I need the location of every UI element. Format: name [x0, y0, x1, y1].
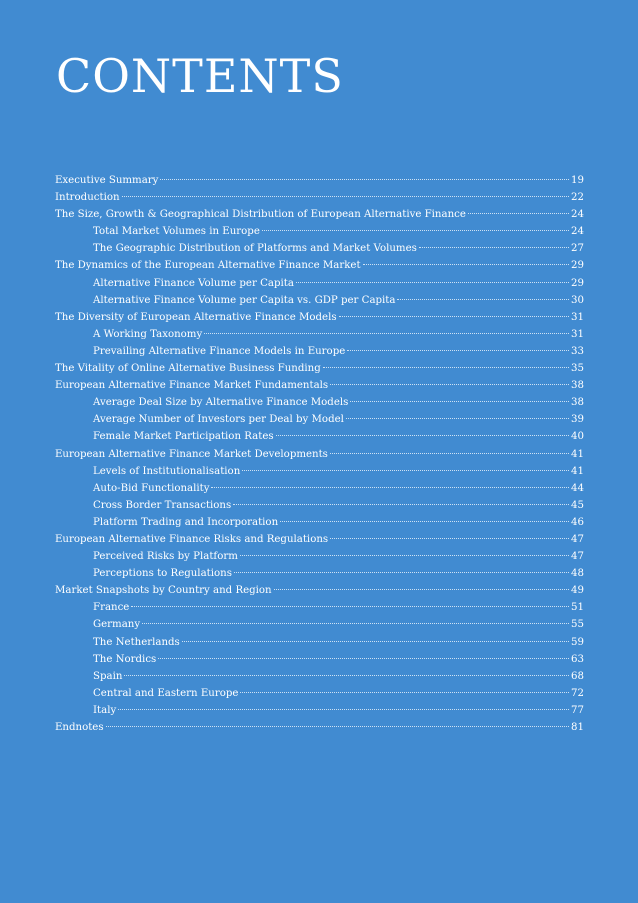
toc-page-number: 27 [571, 243, 584, 255]
toc-page-number: 29 [571, 260, 584, 272]
toc-entry-label: Executive Summary [55, 175, 159, 186]
toc-page-number: 33 [571, 345, 584, 357]
toc-entry-label: Germany [93, 619, 141, 631]
toc-subentry[interactable] [55, 497, 584, 514]
toc-subentry[interactable] [55, 565, 584, 582]
toc-page-number: 63 [571, 653, 584, 665]
toc-entry-label: Alternative Finance Volume per Capita [93, 277, 294, 289]
toc-entry-label: The Diversity of European Alternative Finance Models [55, 311, 337, 323]
toc-subentry[interactable] [55, 411, 584, 428]
toc-entry[interactable] [55, 377, 584, 394]
toc-dot-leader [240, 692, 569, 693]
toc-entry[interactable] [55, 257, 584, 274]
toc-subentry[interactable] [55, 668, 584, 685]
toc-dot-leader [182, 641, 569, 642]
toc-page-number: 46 [571, 516, 584, 528]
toc-dot-leader [330, 538, 569, 539]
toc-dot-leader [274, 589, 569, 590]
toc-entry[interactable] [55, 189, 584, 206]
toc-entry-label: Average Number of Investors per Deal by Model [93, 414, 344, 426]
toc-dot-leader [131, 606, 569, 607]
toc-entry-label: Levels of Institutionalisation [93, 465, 241, 477]
toc-entry-label: European Alternative Finance Market Fundamentals [55, 380, 329, 392]
toc-subentry[interactable] [55, 685, 584, 702]
toc-subentry[interactable] [55, 480, 584, 497]
toc-page-number: 41 [571, 465, 584, 477]
toc-dot-leader [323, 367, 569, 368]
toc-page-number: 81 [571, 722, 584, 733]
toc-entry-label: Alternative Finance Volume per Capita vs. GDP per Capita [93, 294, 396, 306]
toc-subentry[interactable] [55, 548, 584, 565]
toc-subentry[interactable] [55, 651, 584, 668]
toc-entry[interactable] [55, 719, 584, 736]
toc-entry-label: Total Market Volumes in Europe [93, 226, 260, 238]
toc-page-number: 24 [571, 209, 584, 221]
toc-subentry[interactable] [55, 326, 584, 343]
toc-page-number: 38 [571, 380, 584, 392]
toc-page-number: 48 [571, 568, 584, 580]
toc-subentry[interactable] [55, 599, 584, 616]
toc-dot-leader [296, 282, 569, 283]
toc-entry-label: Italy [93, 704, 117, 716]
toc-subentry[interactable] [55, 514, 584, 531]
toc-page-number: 47 [571, 551, 584, 563]
toc-page-number: 40 [571, 431, 584, 443]
toc-page-number: 51 [571, 602, 584, 614]
toc-dot-leader [142, 623, 569, 624]
toc-entry-label: Cross Border Transactions [93, 499, 232, 511]
toc-entry-label: Market Snapshots by Country and Region [55, 585, 272, 597]
toc-dot-leader [262, 230, 569, 231]
toc-subentry[interactable] [55, 428, 584, 445]
toc-entry-label: Perceived Risks by Platform [93, 551, 238, 563]
toc-entry[interactable] [55, 360, 584, 377]
toc-dot-leader [211, 487, 569, 488]
toc-entry-label: Platform Trading and Incorporation [93, 516, 279, 528]
toc-subentry[interactable] [55, 275, 584, 292]
toc-dot-leader [330, 453, 569, 454]
toc-dot-leader [330, 384, 569, 385]
toc-subentry[interactable] [55, 223, 584, 240]
toc-page-number: 59 [571, 636, 584, 648]
toc-dot-leader [118, 709, 569, 710]
toc-entry[interactable] [55, 309, 584, 326]
toc-page-number: 35 [571, 363, 584, 375]
toc-dot-leader [397, 299, 569, 300]
toc-dot-leader [276, 435, 569, 436]
toc-dot-leader [350, 401, 569, 402]
toc-dot-leader [204, 333, 569, 334]
toc-entry[interactable] [55, 206, 584, 223]
toc-dot-leader [468, 213, 569, 214]
toc-page-number: 30 [571, 294, 584, 306]
toc-subentry[interactable] [55, 343, 584, 360]
toc-entry[interactable] [55, 172, 584, 189]
toc-entry-label: A Working Taxonomy [93, 328, 203, 340]
toc-dot-leader [419, 247, 569, 248]
toc-page-number: 19 [571, 175, 584, 186]
toc-entry-label: Introduction [55, 192, 120, 204]
toc-entry-label: Perceptions to Regulations [93, 568, 232, 580]
toc-entry-label: Endnotes [55, 722, 104, 733]
toc-subentry[interactable] [55, 292, 584, 309]
toc-entry-label: Central and Eastern Europe [93, 687, 239, 699]
toc-dot-leader [233, 504, 569, 505]
toc-entry-label: Prevailing Alternative Finance Models in Europe [93, 345, 346, 357]
toc-subentry[interactable] [55, 463, 584, 480]
toc-subentry[interactable] [55, 394, 584, 411]
page-title: CONTENTS [56, 49, 344, 103]
toc-dot-leader [158, 658, 569, 659]
toc-dot-leader [234, 572, 569, 573]
toc-dot-leader [242, 470, 569, 471]
toc-dot-leader [347, 350, 569, 351]
toc-entry-label: The Netherlands [93, 636, 180, 648]
table-of-contents [55, 172, 584, 736]
toc-dot-leader [106, 726, 569, 727]
toc-entry-label: European Alternative Finance Risks and Regulations [55, 533, 329, 545]
toc-entry-label: Auto-Bid Functionality [93, 482, 210, 494]
toc-page-number: 68 [571, 670, 584, 682]
toc-entry-label: The Nordics [93, 653, 157, 665]
toc-entry[interactable] [55, 582, 584, 599]
toc-dot-leader [160, 179, 569, 180]
toc-subentry[interactable] [55, 616, 584, 633]
toc-page-number: 44 [571, 482, 584, 494]
toc-entry-label: Spain [93, 670, 123, 682]
toc-page-number: 72 [571, 687, 584, 699]
toc-dot-leader [363, 264, 569, 265]
toc-entry-label: The Geographic Distribution of Platforms and Market Volumes [93, 243, 417, 255]
toc-entry[interactable] [55, 446, 584, 463]
toc-entry-label: European Alternative Finance Market Developments [55, 448, 328, 460]
toc-page-number: 24 [571, 226, 584, 238]
toc-page-number: 38 [571, 397, 584, 409]
toc-page-number: 55 [571, 619, 584, 631]
toc-subentry[interactable] [55, 702, 584, 719]
toc-dot-leader [346, 418, 569, 419]
toc-page-number: 45 [571, 499, 584, 511]
toc-dot-leader [280, 521, 569, 522]
toc-dot-leader [339, 316, 569, 317]
toc-entry-label: Average Deal Size by Alternative Finance Models [93, 397, 349, 409]
toc-entry[interactable] [55, 531, 584, 548]
toc-page-number: 77 [571, 704, 584, 716]
toc-page-number: 39 [571, 414, 584, 426]
toc-entry-label: France [93, 602, 130, 614]
toc-dot-leader [122, 196, 570, 197]
toc-entry-label: The Size, Growth & Geographical Distribution of European Alternative Finance [55, 209, 466, 221]
toc-page-number: 47 [571, 533, 584, 545]
toc-page-number: 31 [571, 328, 584, 340]
toc-entry-label: The Vitality of Online Alternative Business Funding [55, 363, 321, 375]
toc-dot-leader [240, 555, 569, 556]
toc-page-number: 31 [571, 311, 584, 323]
toc-entry-label: The Dynamics of the European Alternative Finance Market [55, 260, 361, 272]
toc-page-number: 29 [571, 277, 584, 289]
toc-page-number: 49 [571, 585, 584, 597]
toc-subentry[interactable] [55, 240, 584, 257]
toc-subentry[interactable] [55, 634, 584, 651]
toc-dot-leader [124, 675, 569, 676]
toc-entry-label: Female Market Participation Rates [93, 431, 274, 443]
toc-page-number: 22 [571, 192, 584, 204]
toc-page-number: 41 [571, 448, 584, 460]
